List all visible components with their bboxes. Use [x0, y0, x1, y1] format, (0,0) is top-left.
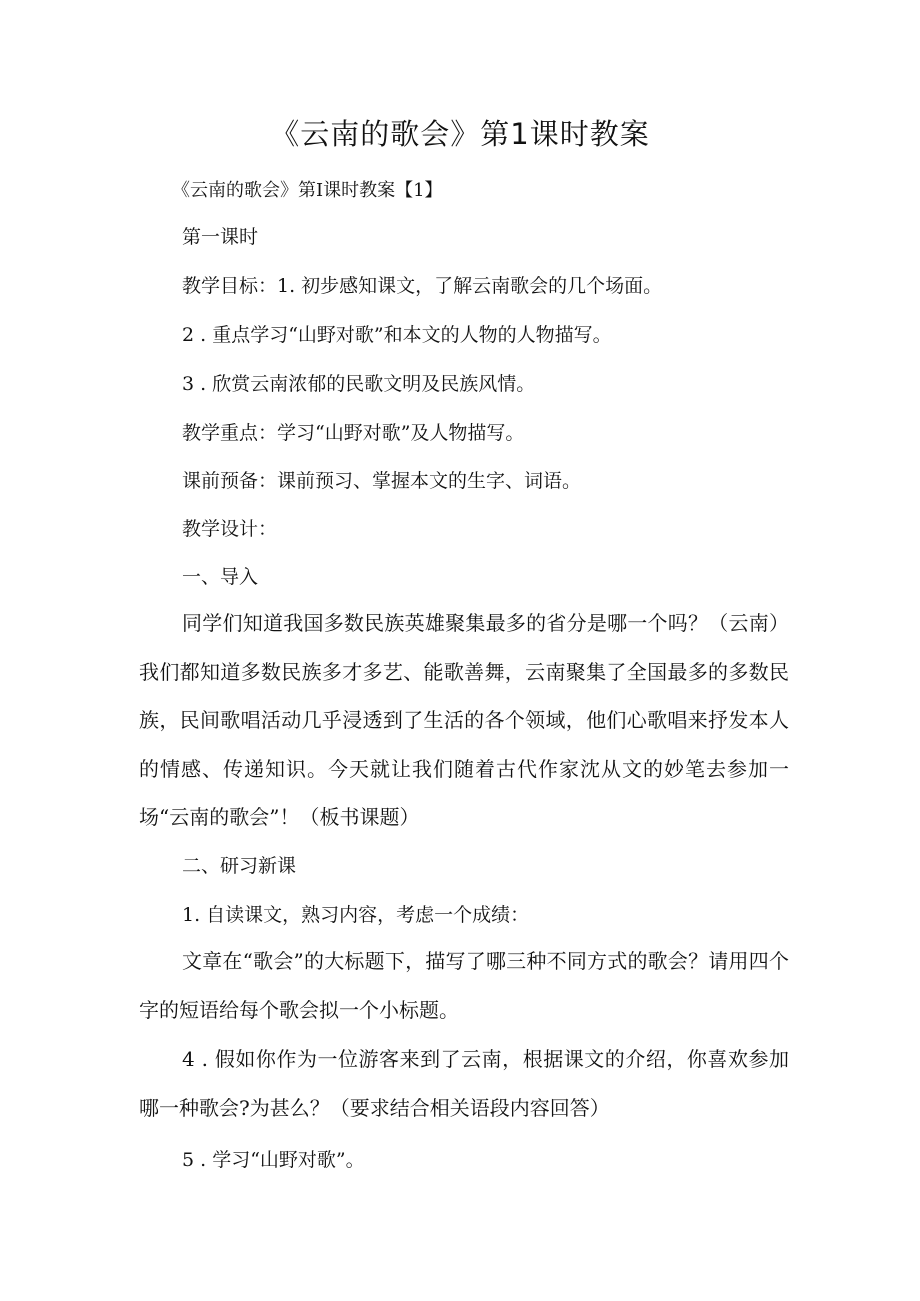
section-heading-new-lesson: 二、研习新课 [182, 855, 297, 877]
step-1-reading: 1. 自读课文，熟习内容，考虑一个成绩： [182, 904, 530, 926]
teaching-goal-2: 2 . 重点学习“山野对歌”和本文的人物的人物描写。 [182, 324, 612, 346]
lesson-preparation: 课前预备：课前预习、掌握本文的生字、词语。 [182, 470, 582, 492]
teaching-goal-3: 3 . 欣赏云南浓郁的民歌文明及民族风情。 [182, 373, 536, 395]
teaching-goal-1: 教学目标：1. 初步感知课文，了解云南歌会的几个场面。 [182, 275, 663, 297]
intro-paragraph: 同学们知道我国多数民族英雄聚集最多的省分是哪一个吗？（云南）我们都知道多数民族多才多艺、能歌善舞，云南聚集了全国最多的多数民族，民间歌唱活动几乎浸透到了生活的各个领域，他们心歌唱来抒发本人的情感、传递知识。今天就让我们随着古代作家沈从文的妙笔去参加一场“云南的歌会”！（板书课题） [139, 611, 789, 829]
step-1-question: 文章在“歌会”的大标题下，描写了哪三种不同方式的歌会？请用四个字的短语给每个歌会拟一个小标题。 [139, 949, 789, 1022]
section-heading-intro: 一、导入 [182, 566, 259, 588]
document-title: 《云南的歌会》第1课时教案 [270, 117, 650, 151]
teaching-design-heading: 教学设计： [182, 518, 278, 540]
document-subtitle: 《云南的歌会》第I课时教案【1】 [172, 180, 443, 201]
step-5-heading: 5 . 学习“山野对歌”。 [182, 1149, 365, 1171]
teaching-key-point: 教学重点：学习“山野对歌”及人物描写。 [182, 422, 525, 444]
lesson-label: 第一课时 [182, 226, 259, 248]
step-4-question: 4 . 假如你作为一位游客来到了云南，根据课文的介绍，你喜欢参加哪一种歌会?为甚么？（要求结合相关语段内容回答） [139, 1047, 789, 1120]
